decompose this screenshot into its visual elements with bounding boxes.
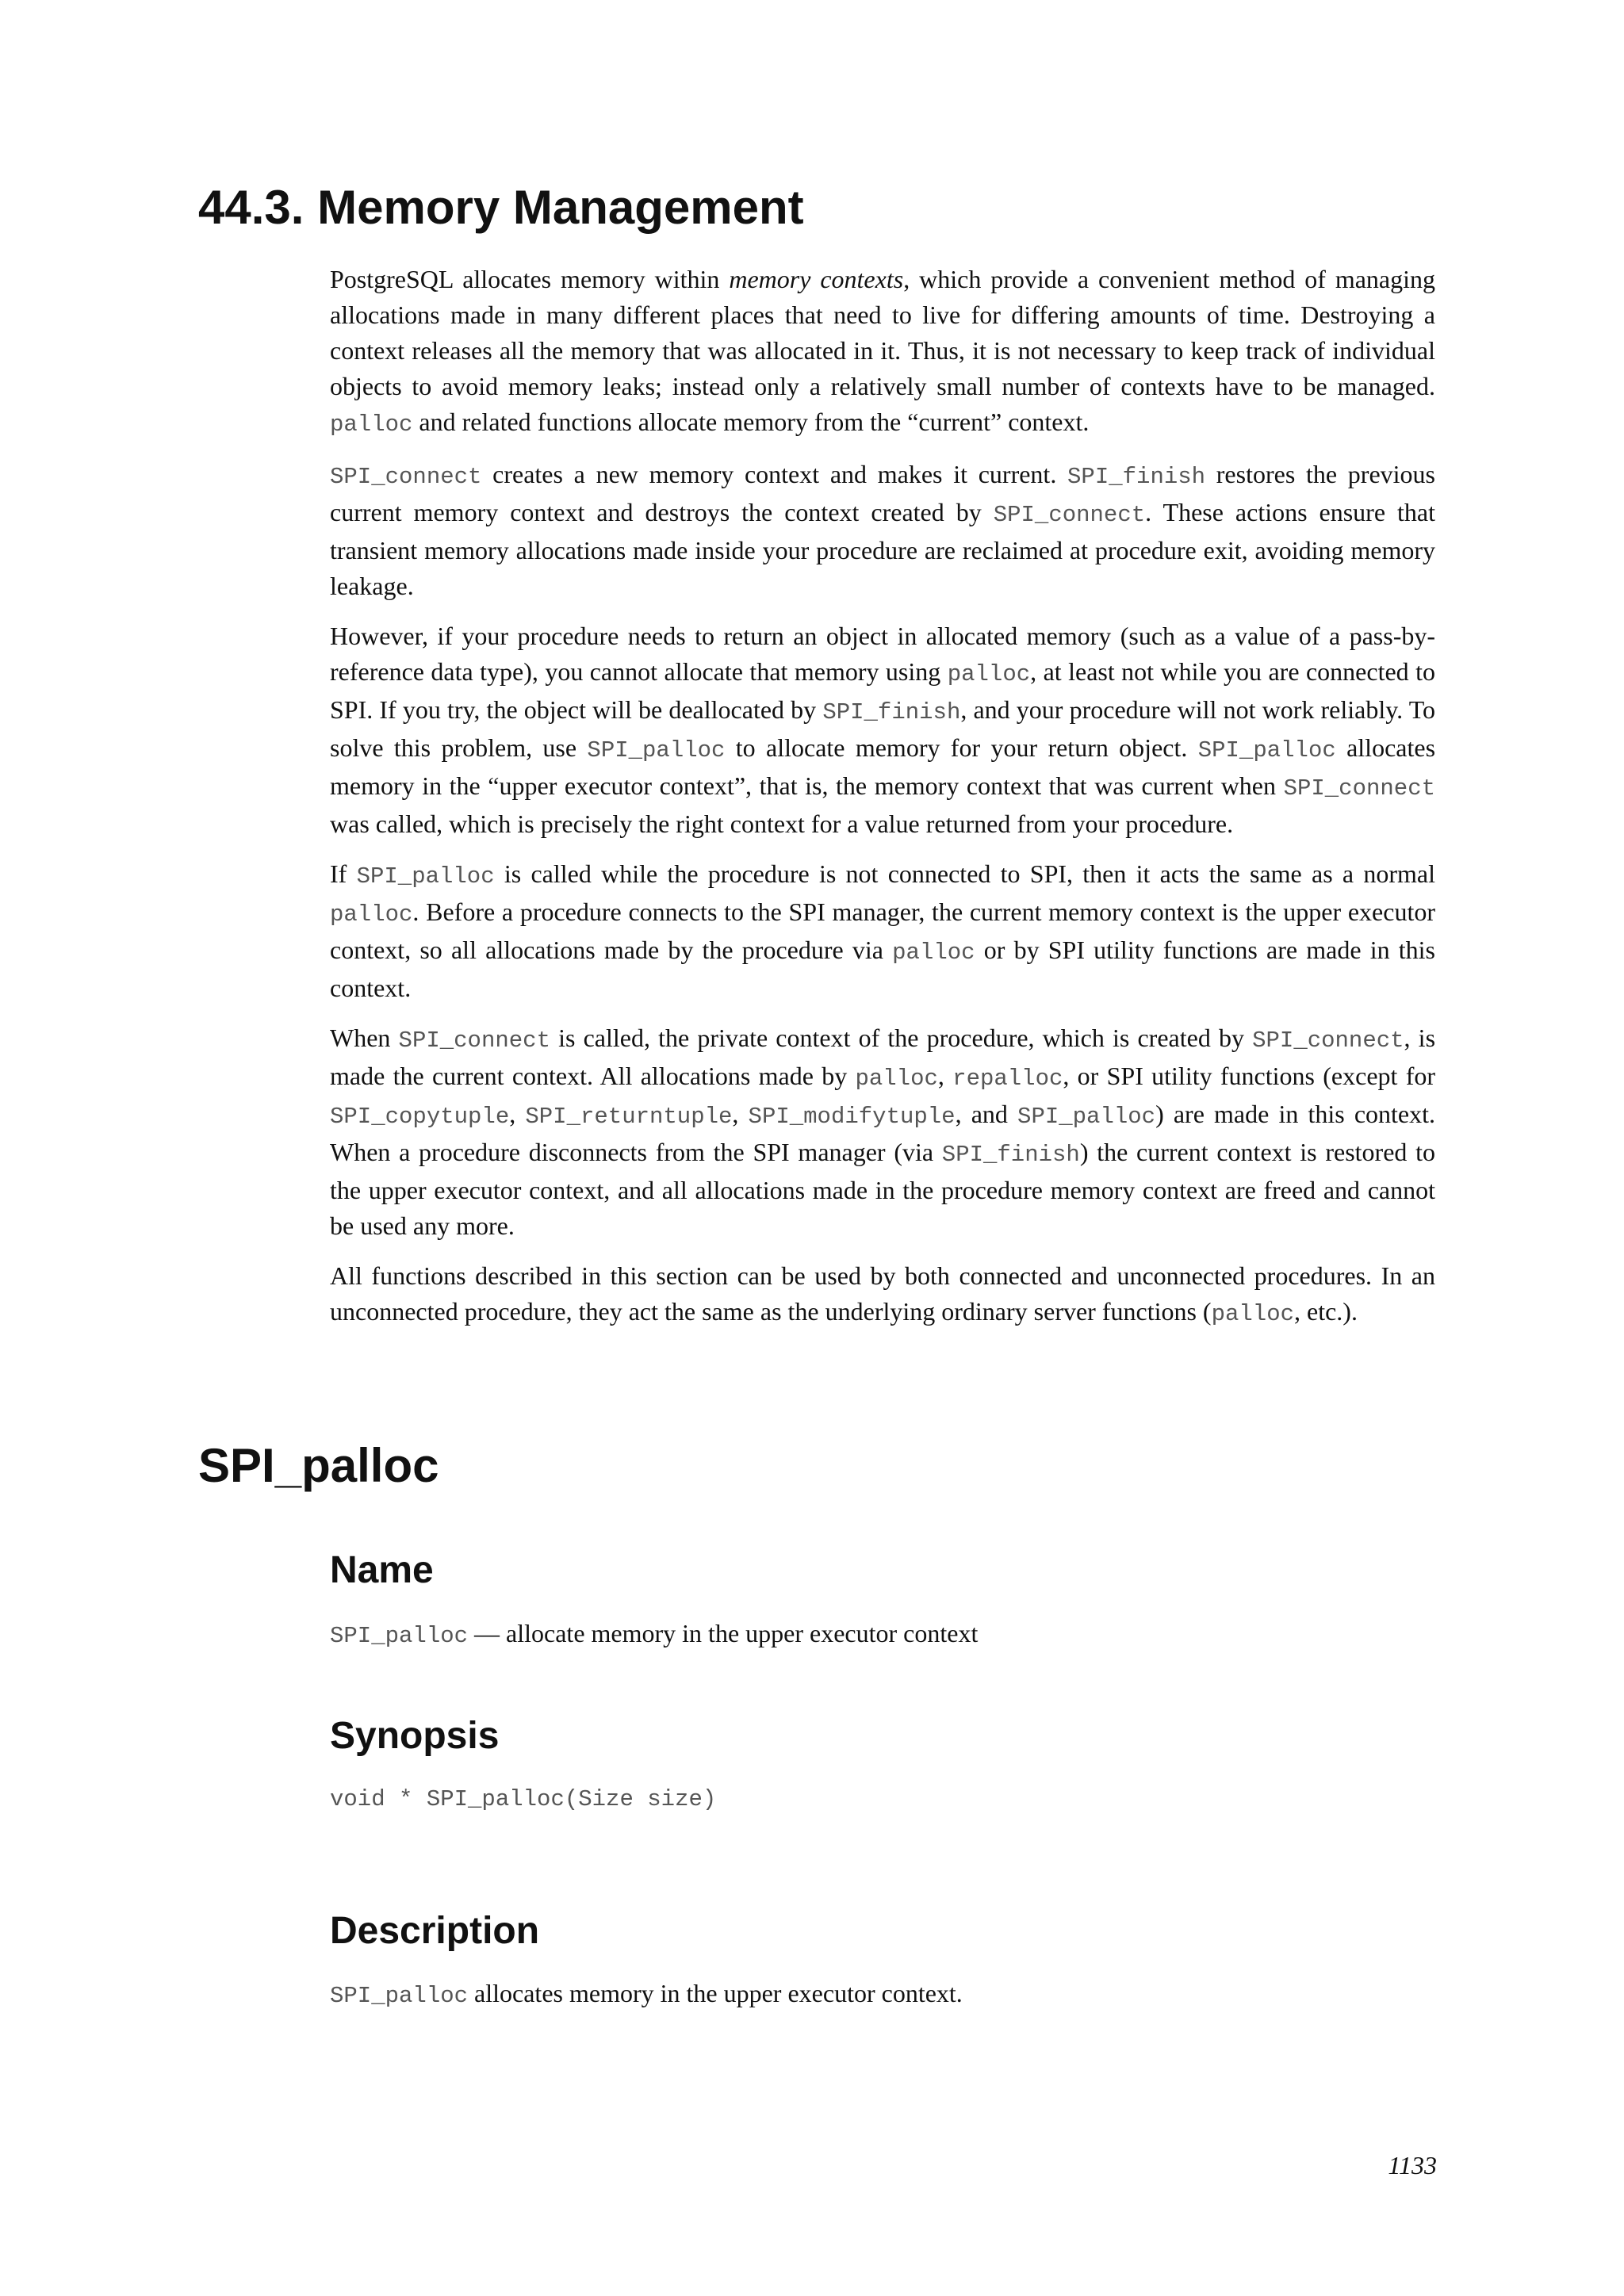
name-line: SPI_palloc — allocate memory in the upper executor context — [330, 1619, 979, 1649]
paragraph-memory-contexts: PostgreSQL allocates memory within memory contexts, which provide a convenient method of managing allocations made in many different places that need to live for differing amounts of time. Destroying a context releases all the memory that was allocated in it. Thus, it is not necessary to keep track of individual objects to avoid memory leaks; instead only a relatively small number of contexts have to be managed. palloc and related functions allocate memory from the “current” context. — [330, 265, 1436, 438]
section-title: 44.3. Memory Management — [198, 181, 804, 234]
section-body — [330, 262, 1435, 1346]
description-heading: Description — [330, 1910, 540, 1952]
paragraph-all-functions: All functions described in this section can be used by both connected and unconnected procedures. In an unconnected procedure, they act the same as the underlying ordinary server functions (palloc, etc.). — [330, 1261, 1435, 1327]
name-heading: Name — [330, 1549, 434, 1591]
synopsis-code: void * SPI_palloc(Size size) — [330, 1786, 717, 1812]
description-text: SPI_palloc allocates memory in the upper executor context. — [330, 1979, 963, 2009]
paragraph-not-connected: If SPI_palloc is called while the procedure is not connected to SPI, then it acts the same as a normal palloc. Before a procedure connects to the SPI manager, the current memory context is the upper executor context, so all allocations made by the procedure via palloc or by SPI utility functions are made in this context. — [330, 859, 1436, 1002]
refentry-title: SPI_palloc — [198, 1439, 439, 1492]
synopsis-heading: Synopsis — [330, 1715, 500, 1757]
page-number: 1133 — [1388, 2151, 1437, 2179]
paragraph-return-object: However, if your procedure needs to return an object in allocated memory (such as a value of a pass-by-reference data type), you cannot allocate that memory using palloc, at least not while you are connected to SPI. If you try, the object will be deallocated by SPI_finish, and your procedure will not work reliably. To solve this problem, use SPI_palloc to allocate memory for your return object. SPI_palloc allocates memory in the “upper executor context”, that is, the memory context that was current when SPI_connect was called, which is precisely the right context for a value returned from your procedure. — [330, 622, 1436, 838]
paragraph-spi-connect: SPI_connect creates a new memory context and makes it current. SPI_finish restores the previous current memory context and destroys the context created by SPI_connect. These actions ensure that transient memory allocations made inside your procedure are reclaimed at procedure exit, avoiding memory leakage. — [330, 460, 1436, 600]
paragraph-private-context: When SPI_connect is called, the private context of the procedure, which is created by SPI_connect, is made the current context. All allocations made by palloc, repalloc, or SPI utility functions (except for SPI_copytuple, SPI_returntuple, SPI_modifytuple, and SPI_palloc) are made in this context. When a procedure disconnects from the SPI manager (via SPI_finish) the current context is restored to the upper executor context, and all allocations made in the procedure memory context are freed and cannot be used any more. — [330, 1024, 1436, 1240]
